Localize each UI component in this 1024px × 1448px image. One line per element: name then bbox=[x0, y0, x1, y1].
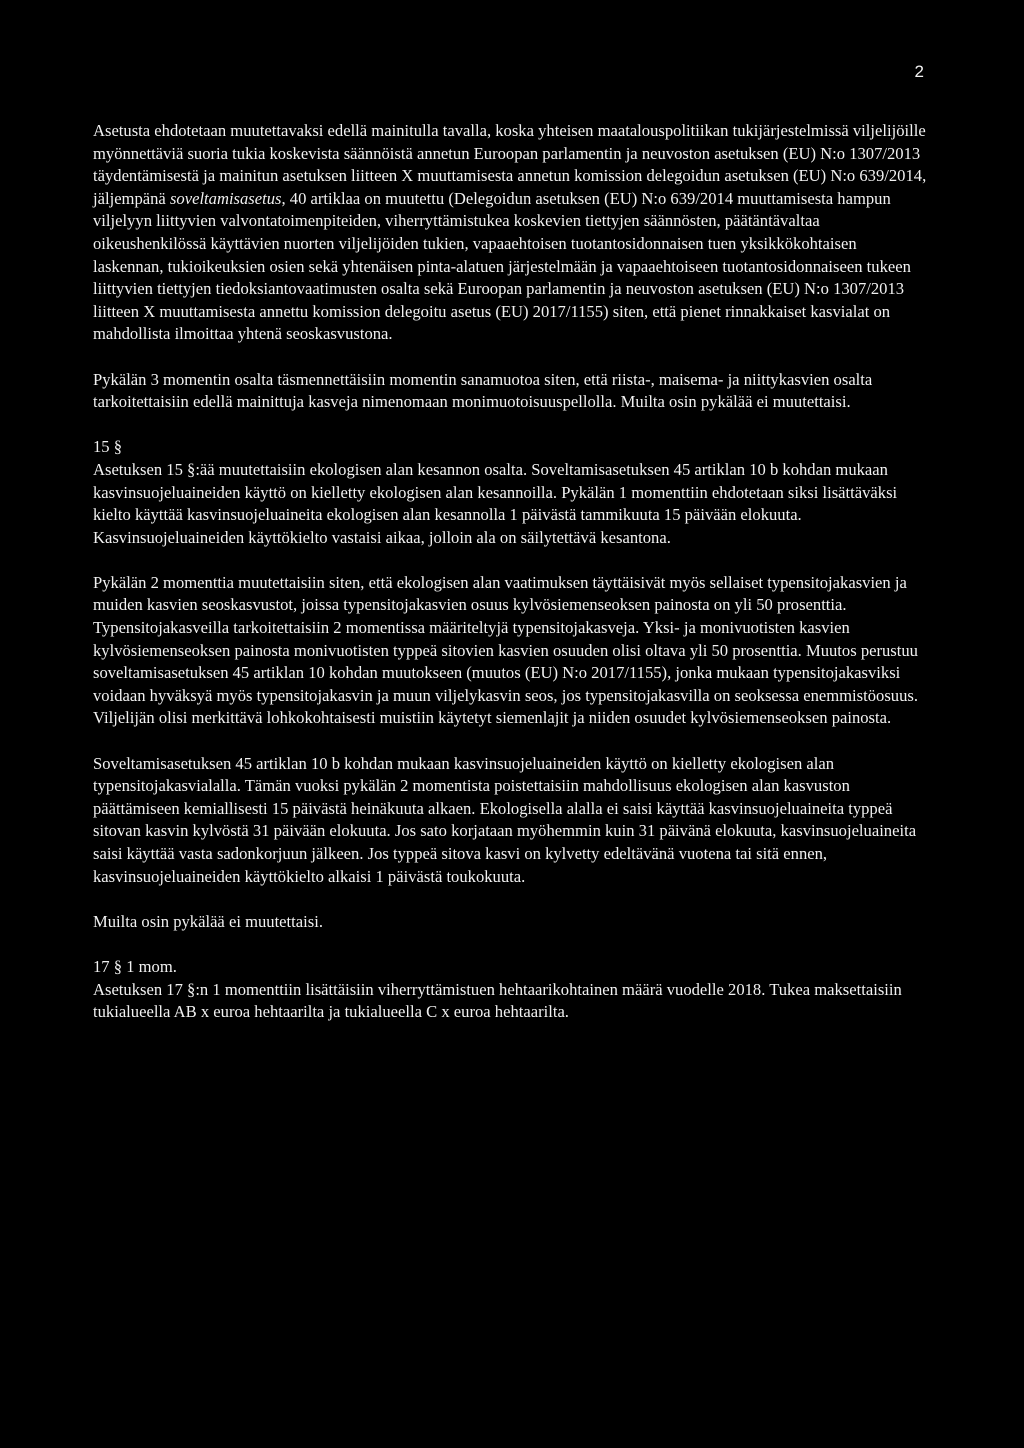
page-number: 2 bbox=[914, 62, 924, 81]
paragraph-nitrogen-fixing-crops: Pykälän 2 momenttia muutettaisiin siten, että ekologisen alan vaatimuksen täyttäisivät myös sellaiset typensitojakasvien ja muiden kasvien seoskasvustot, joissa typensitojakasvien osuus kylvösiemenseoksen painosta on yli 50 prosenttia. Typensitojakasveilla tarkoitettaisiin 2 momentissa määriteltyjä typensitojakasveja. Yksi- ja monivuotisten kasvien kylvösiemenseoksen painosta monivuotisten typpeä sitovien kasvien osuuden olisi oltava yli 50 prosenttia. Muutos perustuu soveltamisasetuksen 45 artiklan 10 kohdan muutokseen (muutos (EU) N:o 2017/1155), jonka mukaan typensitojakasviksi voidaan hyväksyä myös typensitojakasvin ja muun viljelykasvin seos, jos typensitojakasvilla on seoksessa enemmistöosuus. Viljelijän olisi merkittävä lohkokohtaisesti muistiin käytetyt siemenlajit ja niiden osuudet kylvösiemenseoksen painosta. bbox=[93, 572, 918, 728]
paragraph-no-other-changes: Muilta osin pykälää ei muutettaisi. bbox=[93, 911, 323, 931]
paragraph-amendment-rationale bbox=[93, 120, 928, 346]
section-heading-15: 15 § bbox=[93, 437, 123, 457]
paragraph-text: , 40 artiklaa on muutettu (Delegoidun asetuksen (EU) N:o 639/2014 muuttamisesta hampun viljelyyn liittyvien valvontatoimenpiteiden, viherryttämistukea koskevien tiettyjen säännösten, päätäntävaltaa oikeushenkilössä käyttävien nuorten viljelijöiden tukien, vapaaehtoisen tuotantosidonnaisen tuen yksikkökohtaisen laskennan, tukioikeuksien osien sekä yhtenäisen pinta-alatuen järjestelmään ja vapaaehtoiseen tuotantosidonnaiseen tukeen liittyvien tiettyjen tiedoksiantovaatimusten osalta sekä Euroopan parlamentin ja neuvoston asetuksen (EU) N:o 1307/2013 liitteen X muuttamisesta annettu komission delegoitu asetus (EU) 2017/1155) siten, että pienet rinnakkaiset kasvialat on mahdollista ilmoittaa yhtenä seoskasvustona. bbox=[93, 188, 911, 344]
paragraph-plant-protection-ban: Soveltamisasetuksen 45 artiklan 10 b kohdan mukaan kasvinsuojeluaineiden käyttö on kielletty ekologisen alan typensitojakasvialalla. Tämän vuoksi pykälän 2 momentista poistettaisiin mahdollisuus ekologisen alan kasvuston päättämiseen kemiallisesti 15 päivästä heinäkuuta alkaen. Ekologisella alalla ei saisi käyttää kasvinsuojeluaineita typpeä sitovan kasvin kylvöstä 31 päivään elokuuta. Jos sato korjataan myöhemmin kuin 31 päivänä elokuuta, kasvinsuojeluaineita saisi käyttää vasta sadonkorjuun jälkeen. Jos typpeä sitova kasvi on kylvetty edeltävänä vuotena tai sitä ennen, kasvinsuojeluaineiden käyttökielto alkaisi 1 päivästä toukokuuta. bbox=[93, 753, 917, 886]
defined-term: soveltamisasetus bbox=[169, 188, 282, 208]
paragraph-section-17-payment: Asetuksen 17 §:n 1 momenttiin lisättäisiin viherryttämistuen hehtaarikohtainen määrä vuodelle 2018. Tukea maksettaisiin tukialueella AB x euroa hehtaarilta ja tukialueella C x euroa hehtaarilta. bbox=[93, 979, 902, 1022]
paragraph-subsection-3: Pykälän 3 momentin osalta täsmennettäisiin momentin sanamuotoa siten, että riista-, maisema- ja niittykasvien osalta tarkoitettaisiin edellä mainittuja kasveja nimenomaan monimuotoisuuspellolla. Muilta osin pykälää ei muutettaisi. bbox=[93, 369, 873, 412]
paragraph-text: Asetusta ehdotetaan muutettavaksi edellä mainitulla tavalla, koska yhteisen maatalouspolitiikan tukijärjestelmissä viljelijöille myönnettäviä suoria tukia koskevista säännöistä annetun Euroopan parlamentin ja neuvoston asetuksen (EU) N:o 1307/2013 täydentämisestä ja mainitun asetuksen liitteen X muuttamisesta annetun komission delegoidun asetuksen (EU) N:o 639/2014, jäljempänä bbox=[93, 121, 927, 208]
document-body bbox=[93, 120, 928, 1046]
section-heading-17: 17 § 1 mom. bbox=[93, 956, 177, 976]
paragraph-section-15-fallow: Asetuksen 15 §:ää muutettaisiin ekologisen alan kesannon osalta. Soveltamisasetuksen 45 artiklan 10 b kohdan mukaan kasvinsuojeluaineiden käyttö on kielletty ekologisen alan kesannoilla. Pykälän 1 momenttiin ehdotetaan siksi lisättäväksi kielto käyttää kasvinsuojeluaineita ekologisen alan kesannolla 1 päivästä tammikuuta 15 päivään elokuuta. Kasvinsuojeluaineiden käyttökielto vastaisi aikaa, jolloin ala on säilytettävä kesantona. bbox=[93, 459, 898, 547]
